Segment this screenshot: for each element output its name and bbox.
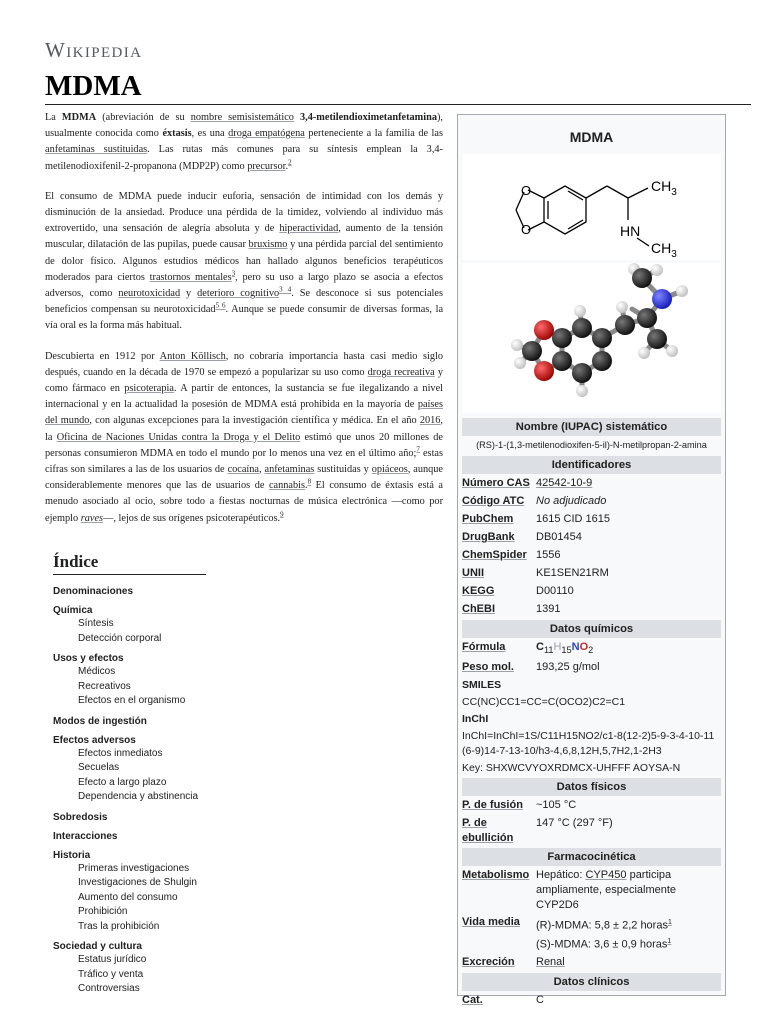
- text: . Se desconoce si sus potenciales beneficios compensan su neurotoxicidad: [45, 288, 443, 316]
- reference-link[interactable]: 9: [280, 510, 284, 519]
- value-chemspider: 1556: [536, 549, 561, 561]
- text: estas cifras son similares a las de los usuarios de: [45, 447, 444, 476]
- text: , con algunas excepciones para la investigación científica y médica. En el año: [89, 415, 420, 427]
- key-unii[interactable]: UNII: [462, 567, 484, 579]
- link-bruxismo[interactable]: bruxismo: [248, 239, 288, 251]
- row-drugbank: [462, 530, 721, 546]
- smiles-label: SMILES: [462, 679, 502, 692]
- link-unodc[interactable]: Oficina de Naciones Unidas contra la Droga y el Delito: [56, 431, 301, 443]
- title-divider: [45, 104, 751, 105]
- toc-subsection[interactable]: Médicos: [78, 666, 116, 677]
- toc-section[interactable]: Sobredosis: [53, 811, 108, 823]
- infobox: [457, 114, 726, 1006]
- key-kegg[interactable]: KEGG: [462, 585, 495, 597]
- table-of-contents: [53, 552, 353, 997]
- toc-subsection[interactable]: Dependencia y abstinencia: [78, 791, 199, 802]
- key-half-life[interactable]: Vida media: [462, 916, 520, 929]
- value-melting: ~105 °C: [536, 799, 577, 812]
- text: . A partir de entonces, la sustancia se fue ilegalizando a nivel internacional y en la actualidad la posesión de MDMA está prohibida en la mayoría de: [45, 383, 444, 411]
- link-cocaina[interactable]: cocaína: [227, 464, 260, 476]
- link-cyp450[interactable]: CYP450: [585, 869, 627, 882]
- row-formula: [462, 640, 721, 658]
- key-boiling[interactable]: P. de ebullición: [462, 817, 514, 845]
- text: , pero su uso a largo plazo se asocia a efectos adversos, como: [45, 271, 444, 300]
- text: .: [285, 160, 289, 172]
- ball-and-stick-model-image[interactable]: [462, 263, 721, 413]
- text: , aunque considerablemente menores que las de usuarios de: [45, 464, 443, 492]
- article-body: [45, 110, 443, 541]
- wikipedia-wordmark[interactable]: Wikipedia: [45, 38, 143, 62]
- toc-section[interactable]: Denominaciones: [53, 586, 134, 597]
- link-deterioro-cognitivo[interactable]: deterioro cognitivo: [197, 288, 280, 300]
- methyl-label: $CH_3$: [651, 240, 677, 260]
- text: , aumento de la tensión muscular, dilatación de las pupilas, puede causar: [45, 223, 443, 251]
- reference-link[interactable]: 5 6: [215, 301, 226, 310]
- text: La: [45, 112, 62, 123]
- toc-section[interactable]: Efectos adversos: [53, 734, 136, 746]
- value-chebi: 1391: [536, 603, 561, 615]
- text: (abreviación de su: [96, 112, 191, 123]
- text: y como fármaco en: [45, 366, 443, 395]
- toc-section[interactable]: Modos de ingestión: [53, 715, 147, 727]
- value-boiling: 147 °C (297 °F): [536, 817, 613, 830]
- toc-section[interactable]: Interacciones: [53, 830, 118, 842]
- value-formula: $C_{11}H_{15}NO_2$: [536, 641, 594, 656]
- key-pubchem[interactable]: PubChem: [462, 513, 514, 525]
- value-kegg: D00110: [536, 585, 574, 597]
- key-excretion[interactable]: Excreción: [462, 955, 515, 968]
- paragraph-intro: [45, 110, 443, 175]
- toc-subsection[interactable]: Efecto a largo plazo: [78, 776, 167, 788]
- key-chemspider[interactable]: ChemSpider: [462, 549, 527, 561]
- text-bold: éxtasis: [162, 128, 192, 140]
- reference-link[interactable]: 1: [667, 919, 672, 927]
- reference-link[interactable]: 3 4: [279, 285, 292, 294]
- text: Descubierta en 1912 por: [45, 350, 160, 362]
- text: El consumo de MDMA puede inducir euforia, sensación de intimidad con los demás y disminución de la ansiedad. Produce una pérdida de la timidez, volviendo al individuo más extrovertido, una sensación de alegría absoluta y de: [45, 190, 443, 235]
- text: —, lejos de sus orígenes psicoterapéuticos.: [103, 512, 281, 524]
- key-formula[interactable]: Fórmula: [462, 641, 506, 653]
- molecule-3d-svg: [462, 263, 721, 413]
- row-mass: [462, 660, 721, 676]
- value-atc: No adjudicado: [536, 495, 607, 507]
- toc-subsection[interactable]: Tras la prohibición: [78, 920, 160, 932]
- value-drugbank: DB01454: [536, 531, 582, 543]
- toc-subsection[interactable]: Efectos inmediatos: [78, 747, 163, 759]
- row-boiling: [462, 816, 721, 846]
- value-cas[interactable]: 42542-10-9: [536, 477, 593, 489]
- row-cas: [462, 476, 721, 492]
- key-atc[interactable]: Código ATC: [462, 495, 525, 507]
- toc-subsection[interactable]: Controversias: [78, 983, 140, 994]
- link-anfetaminas[interactable]: anfetaminas: [264, 464, 315, 476]
- value-category: C: [536, 993, 544, 1006]
- link-paises-del-mundo[interactable]: países del mundo: [45, 399, 443, 427]
- page-title: MDMA: [45, 70, 142, 102]
- value-half-life: (R)-MDMA: 5,8 ± 2,2 horas$^1$ (S)-MDMA: 3,6 ± 0,9 horas$^1$: [536, 919, 672, 951]
- value-metabolism: Hepático: CYP450 participa ampliamente, especialmente CYP2D6: [536, 869, 677, 912]
- key-drugbank[interactable]: DrugBank: [462, 531, 515, 543]
- toc-subsection[interactable]: Estatus jurídico: [78, 954, 147, 965]
- identifiers-header: Identificadores: [462, 456, 721, 474]
- paragraph-history: [45, 349, 443, 527]
- value-pubchem: 1615 CID 1615: [536, 513, 610, 525]
- inchi-key: Key: SHXWCVYOXRDMCX-UHFFF AOYSA-N: [462, 762, 681, 775]
- reference-link[interactable]: 7: [416, 445, 420, 454]
- toc-subsection[interactable]: Aumento del consumo: [78, 891, 178, 903]
- text: perteneciente a la familia de las: [304, 128, 443, 140]
- inchi-label: InChI: [462, 713, 489, 726]
- row-excretion: [462, 955, 721, 971]
- toc-section[interactable]: Sociedad y cultura: [53, 941, 142, 952]
- structural-formula-svg: [462, 154, 721, 260]
- smiles-value: CC(NC)CC1=CC=C(OCO2)C2=C1: [462, 696, 626, 709]
- toc-subsection[interactable]: Primeras investigaciones: [78, 862, 190, 874]
- pharmacokinetics-header: Farmacocinética: [462, 848, 721, 866]
- row-unii: [462, 566, 721, 582]
- text: ,: [259, 464, 265, 476]
- toc-subsection[interactable]: Detección corporal: [78, 632, 162, 644]
- link-neurotoxicidad[interactable]: neurotoxicidad: [118, 288, 181, 300]
- text: . Las rutas más comunes para su síntesis emplean la 3,4-metilenodioxifenil-2-propanona (MDP2P) como: [45, 144, 443, 172]
- link-psicoterapia[interactable]: psicoterapia: [124, 383, 174, 395]
- toc-subsection[interactable]: Tráfico y venta: [78, 968, 144, 980]
- key-category[interactable]: Cat.: [462, 993, 483, 1006]
- row-pubchem: [462, 512, 721, 528]
- link-2016[interactable]: 2016: [419, 415, 441, 427]
- row-atc: [462, 494, 721, 510]
- toc-subsection[interactable]: Secuelas: [78, 762, 120, 773]
- link-precursor[interactable]: precursor: [247, 160, 286, 172]
- structural-formula-image[interactable]: [462, 154, 721, 260]
- key-melting[interactable]: P. de fusión: [462, 799, 523, 812]
- key-chebi[interactable]: ChEBI: [462, 603, 495, 615]
- value-excretion[interactable]: Renal: [536, 955, 565, 968]
- toc-subsection[interactable]: Recreativos: [78, 680, 131, 692]
- clinical-data-header: Datos clínicos: [462, 973, 721, 991]
- text: y: [180, 288, 198, 300]
- text: , es una: [191, 128, 229, 140]
- inchi-value: InChI=InChI=1S/C11H15NO2/c1-8(12-2)5-9-3-4-10-11(6-9)14-7-13-10/h3-4,6,8,12H,5,7H2,1-2H3: [462, 730, 715, 758]
- link-opiaceos[interactable]: opiáceos: [371, 464, 408, 476]
- text: y una pérdida parcial del sentimiento de dolor físico. Algunos estudios médicos han hallado algunos beneficios terapéuticos moderados para ciertos: [45, 239, 443, 283]
- link-nombre-semisistematico[interactable]: nombre semisistemático: [190, 112, 294, 123]
- reference-link[interactable]: 2: [288, 158, 292, 167]
- toc-section[interactable]: Historia: [53, 849, 91, 861]
- text: ), usualmente conocida como: [45, 112, 443, 140]
- text: . Aunque se puede consumir de diversas formas, la vía oral es la forma más habitual.: [45, 304, 444, 332]
- link-anton-kollisch[interactable]: Anton Köllisch: [159, 350, 226, 362]
- toc-subsection[interactable]: Investigaciones de Shulgin: [78, 877, 197, 888]
- amine-label: HN: [620, 223, 641, 239]
- toc-section[interactable]: Química: [53, 605, 93, 616]
- row-kegg: [462, 584, 721, 600]
- text: , la: [45, 415, 443, 443]
- link-trastornos-mentales[interactable]: trastornos mentales: [149, 271, 232, 283]
- reference-link[interactable]: 8: [307, 477, 312, 486]
- text: , no cobraría importancia hasta casi medio siglo después, cuando en la década de 1970 se empezó a popularizar su uso como: [45, 350, 443, 378]
- toc-subsection[interactable]: Efectos en el organismo: [78, 695, 186, 706]
- link-raves[interactable]: raves: [80, 512, 104, 524]
- text: .: [305, 480, 308, 492]
- row-chebi: [462, 602, 721, 618]
- text: estimó que unos 20 millones de personas consumieron MDMA en todo el mundo por lo menos una vez en el último año;: [45, 431, 443, 459]
- text: El consumo de éxtasis está a menudo asociado al ocio, sobre todo a fiestas nocturnas de música electrónica —como por ejemplo: [45, 480, 444, 524]
- oxygen-label: O: [521, 183, 532, 198]
- iupac-name: (RS)-1-(1,3-metilenodioxifen-5-il)-N-metilpropan-2-amina: [476, 440, 707, 450]
- row-category: [462, 993, 721, 1009]
- value-mass: 193,25 g/mol: [536, 661, 600, 674]
- row-chemspider: [462, 548, 721, 564]
- reference-link[interactable]: 3: [231, 269, 236, 278]
- link-droga-empatogena[interactable]: droga empatógena: [228, 128, 305, 140]
- text: sustituidas y: [314, 464, 372, 476]
- row-half-life: [462, 915, 721, 952]
- key-mass[interactable]: Peso mol.: [462, 661, 514, 674]
- text-bold: MDMA: [61, 112, 97, 123]
- toc-section[interactable]: Usos y efectos: [53, 653, 124, 664]
- oxygen-label: O: [521, 222, 532, 237]
- row-metabolism: [462, 868, 721, 913]
- key-cas[interactable]: Número CAS: [462, 477, 530, 489]
- toc-list: [53, 585, 353, 997]
- reference-link[interactable]: 1: [667, 937, 672, 945]
- link-cannabis[interactable]: cannabis: [268, 480, 305, 492]
- value-unii: KE1SEN21RM: [536, 567, 609, 579]
- row-melting: [462, 798, 721, 814]
- link-droga-recreativa[interactable]: droga recreativa: [367, 366, 435, 378]
- infobox-title: MDMA: [569, 129, 614, 145]
- toc-subsection[interactable]: Síntesis: [78, 618, 114, 629]
- iupac-header: Nombre (IUPAC) sistemático: [462, 418, 721, 436]
- chemical-data-header: Datos químicos: [462, 620, 721, 638]
- physical-data-header: Datos físicos: [462, 778, 721, 796]
- methyl-label: $CH_3$: [651, 178, 677, 198]
- paragraph-effects: [45, 189, 443, 335]
- text-bold: 3,4-metilendioximetanfetamina: [300, 112, 437, 123]
- toc-title: Índice: [53, 552, 206, 575]
- key-metabolism[interactable]: Metabolismo: [462, 869, 530, 882]
- link-anfetaminas-sustituidas[interactable]: anfetaminas sustituidas: [45, 144, 148, 156]
- toc-subsection[interactable]: Prohibición: [78, 906, 128, 917]
- link-hiperactividad[interactable]: hiperactividad: [279, 223, 339, 235]
